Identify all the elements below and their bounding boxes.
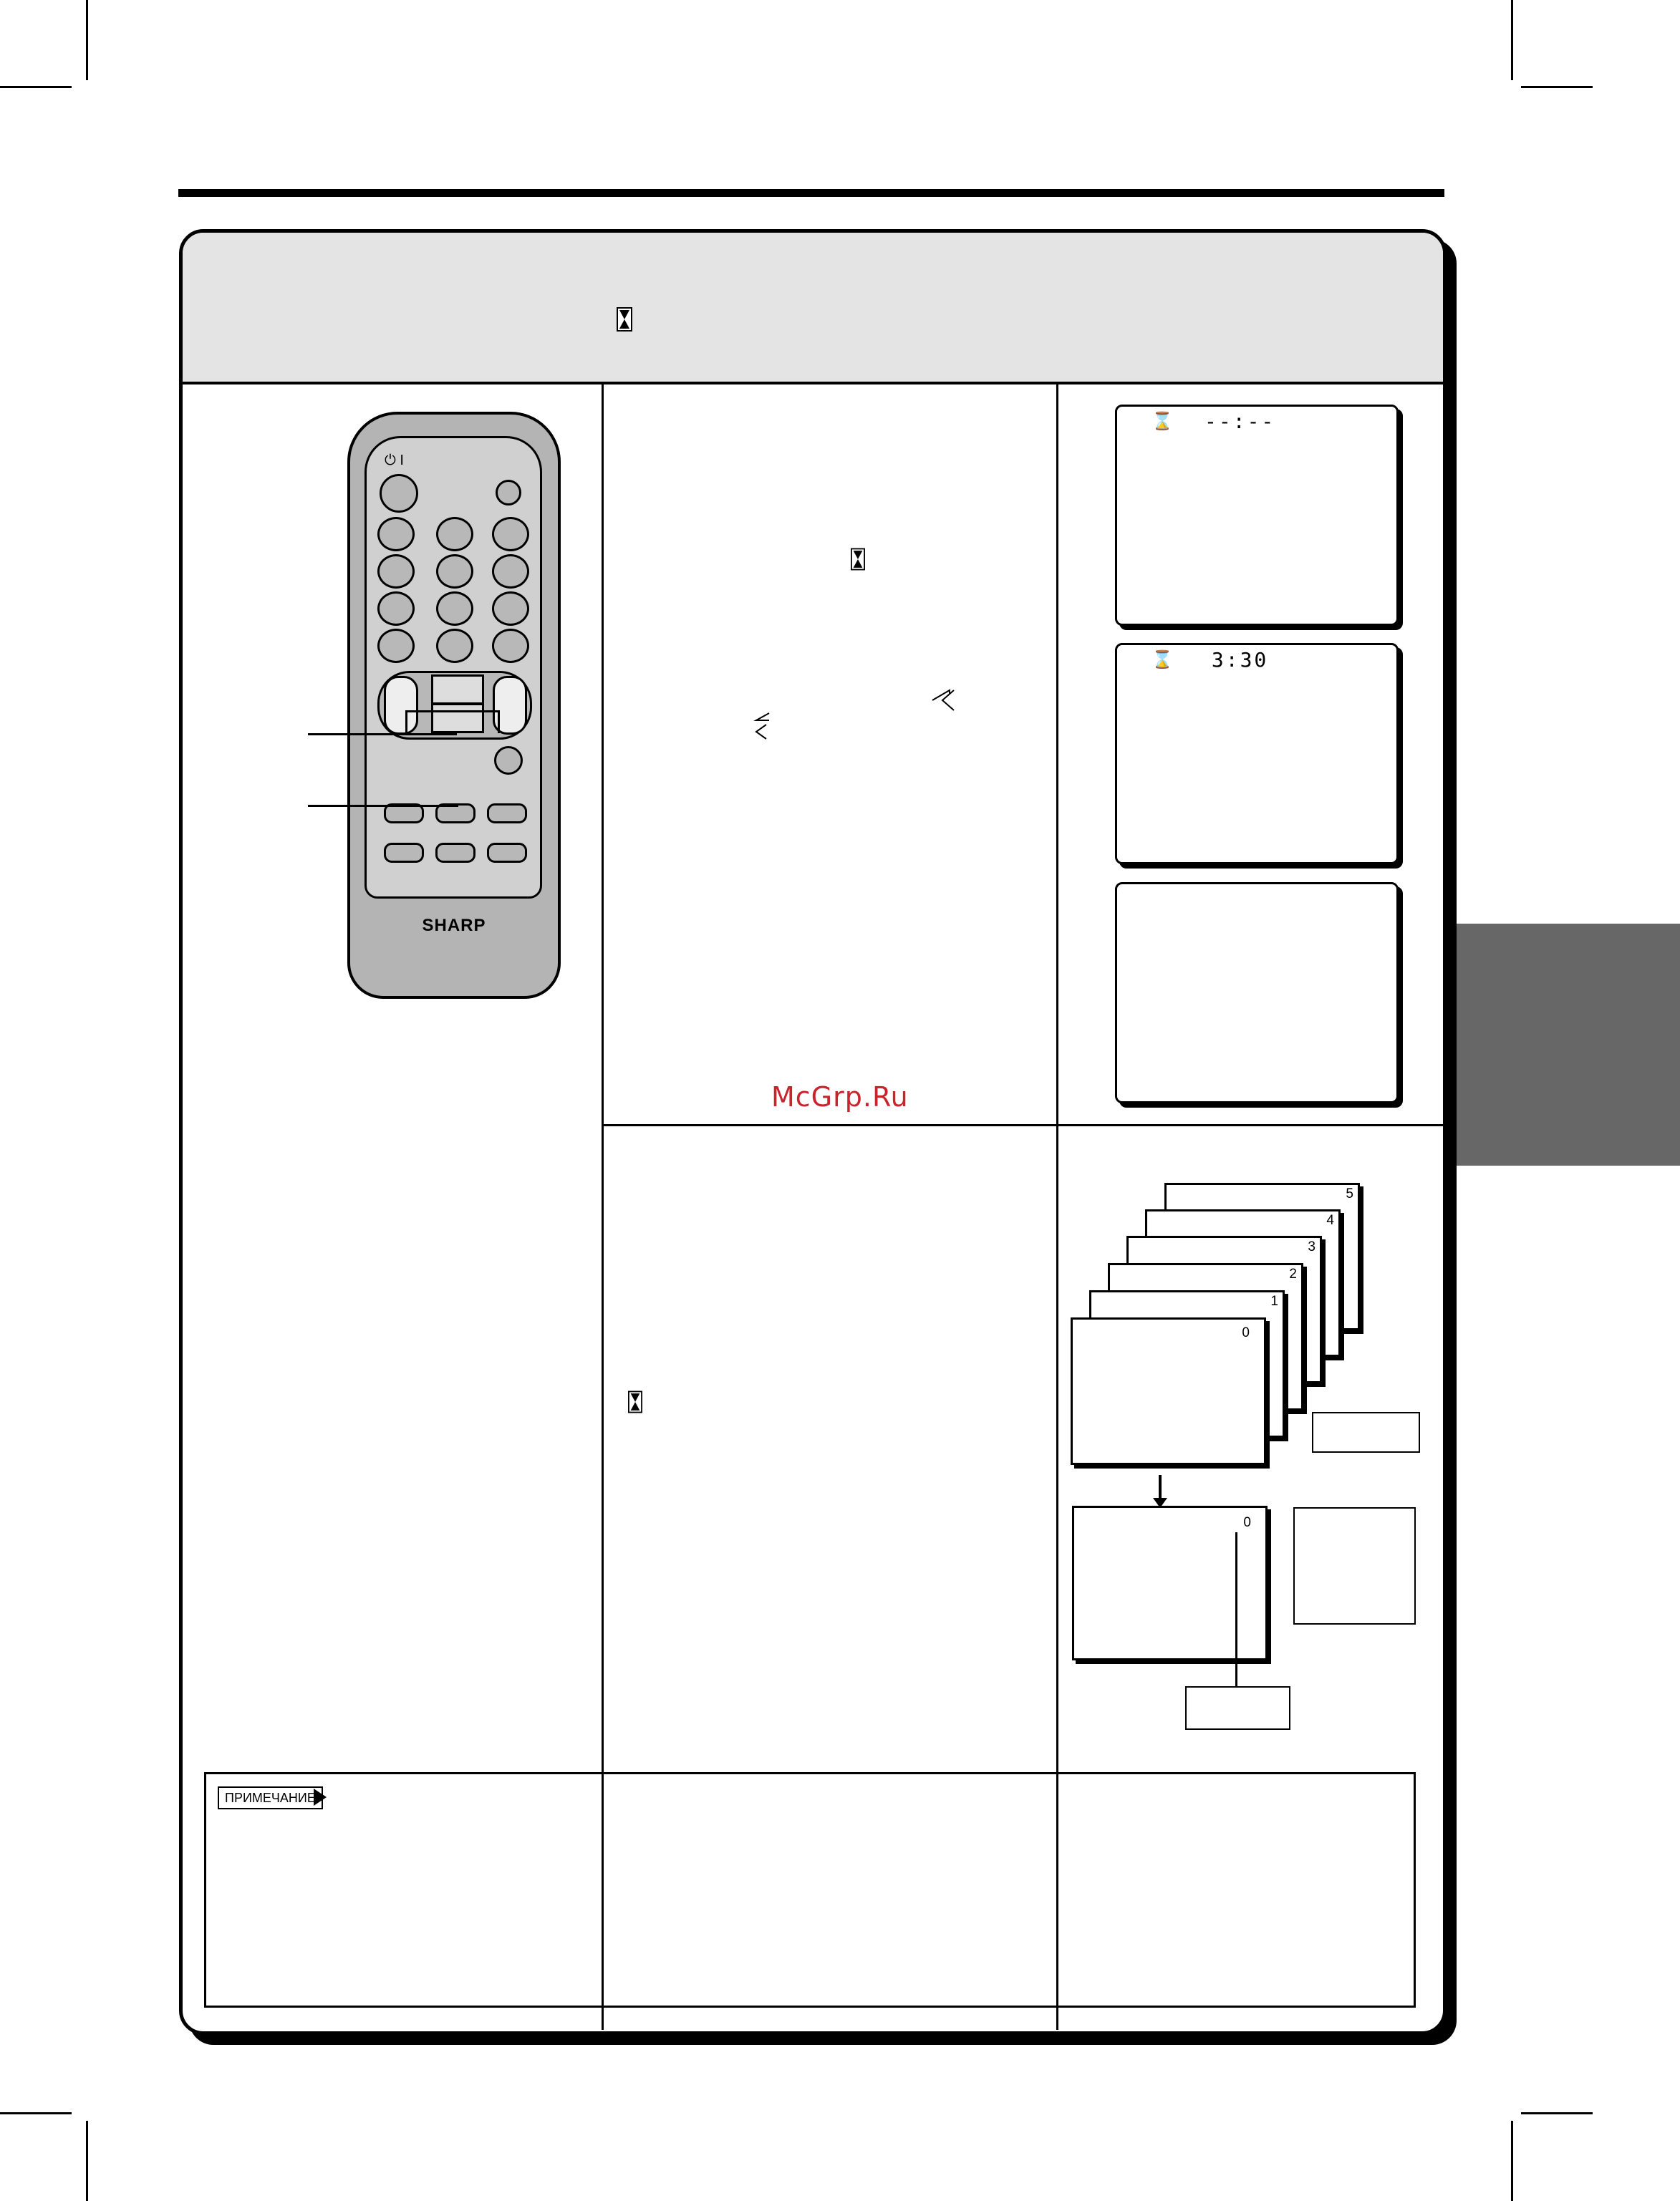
mute-button[interactable] <box>494 746 523 775</box>
volume-down-icon[interactable] <box>384 676 418 735</box>
tv-screen <box>1115 882 1399 1103</box>
timer-readout: 3:30 <box>1197 648 1269 672</box>
hourglass-icon <box>617 307 632 332</box>
panel-header <box>183 233 1443 384</box>
tv-screen <box>1115 643 1399 864</box>
function-button[interactable] <box>487 803 527 823</box>
timer-readout: --:-- <box>1205 410 1276 433</box>
power-button[interactable] <box>380 474 418 513</box>
flashback-button[interactable] <box>377 629 415 663</box>
note-label-arrow <box>314 1789 327 1806</box>
note-box <box>204 1772 1416 2008</box>
number-button-3[interactable] <box>492 517 529 551</box>
crop-mark <box>0 2112 72 2114</box>
crop-mark <box>1511 2121 1513 2201</box>
number-button-6[interactable] <box>492 554 529 589</box>
function-button[interactable] <box>435 843 475 863</box>
countdown-number: 0 <box>1243 1515 1251 1530</box>
volume-up-icon <box>931 687 955 713</box>
number-button-8[interactable] <box>436 591 473 626</box>
label-box <box>1293 1507 1416 1625</box>
channel-down-button[interactable] <box>431 703 484 733</box>
number-button-1[interactable] <box>377 517 415 551</box>
remote-control <box>347 412 561 999</box>
top-rule <box>178 189 1444 197</box>
crop-mark <box>86 2121 88 2201</box>
countdown-number: 4 <box>1326 1213 1334 1228</box>
countdown-number: 1 <box>1270 1294 1278 1309</box>
power-label: ⏻ I <box>385 453 404 468</box>
crop-mark <box>1521 2112 1593 2114</box>
arrow-down <box>1159 1475 1162 1501</box>
number-button-9[interactable] <box>492 591 529 626</box>
digit-button[interactable] <box>492 629 529 663</box>
row-divider <box>602 1124 1443 1126</box>
countdown-screen <box>1071 1317 1266 1465</box>
hourglass-icon: ⌛ <box>1152 411 1173 431</box>
label-box <box>1185 1686 1290 1730</box>
note-label: ПРИМЕЧАНИЕ <box>218 1786 323 1809</box>
countdown-number: 0 <box>1242 1325 1250 1340</box>
number-button-4[interactable] <box>377 554 415 589</box>
watermark: McGrp.Ru <box>771 1081 909 1113</box>
number-button-2[interactable] <box>436 517 473 551</box>
hourglass-icon <box>851 548 865 571</box>
number-button-0[interactable] <box>436 629 473 663</box>
countdown-number: 2 <box>1289 1267 1297 1282</box>
remote-keypad-area <box>365 436 542 899</box>
callout-line <box>405 710 407 733</box>
pointer-line <box>1235 1532 1237 1687</box>
number-button-5[interactable] <box>436 554 473 589</box>
hourglass-icon: ⌛ <box>1152 649 1173 669</box>
label-box <box>1312 1412 1420 1453</box>
crop-mark <box>1511 0 1513 80</box>
number-button-7[interactable] <box>377 591 415 626</box>
channel-up-button[interactable] <box>431 674 484 705</box>
function-button[interactable] <box>487 843 527 863</box>
tv-button[interactable] <box>496 480 521 505</box>
countdown-number: 3 <box>1308 1239 1315 1254</box>
tv-screen <box>1115 405 1399 626</box>
final-screen <box>1072 1506 1268 1660</box>
crop-mark <box>0 86 72 88</box>
function-button[interactable] <box>384 843 424 863</box>
crop-mark <box>86 0 88 80</box>
hourglass-icon <box>628 1390 642 1413</box>
callout-line <box>498 710 500 733</box>
brand-logo: SHARP <box>422 916 486 935</box>
side-tab <box>1456 924 1680 1166</box>
callout-line <box>405 710 498 712</box>
callout-line <box>308 805 458 807</box>
crop-mark <box>1521 86 1593 88</box>
volume-down-icon <box>752 710 773 740</box>
countdown-number: 5 <box>1346 1186 1353 1201</box>
callout-line <box>308 733 457 735</box>
